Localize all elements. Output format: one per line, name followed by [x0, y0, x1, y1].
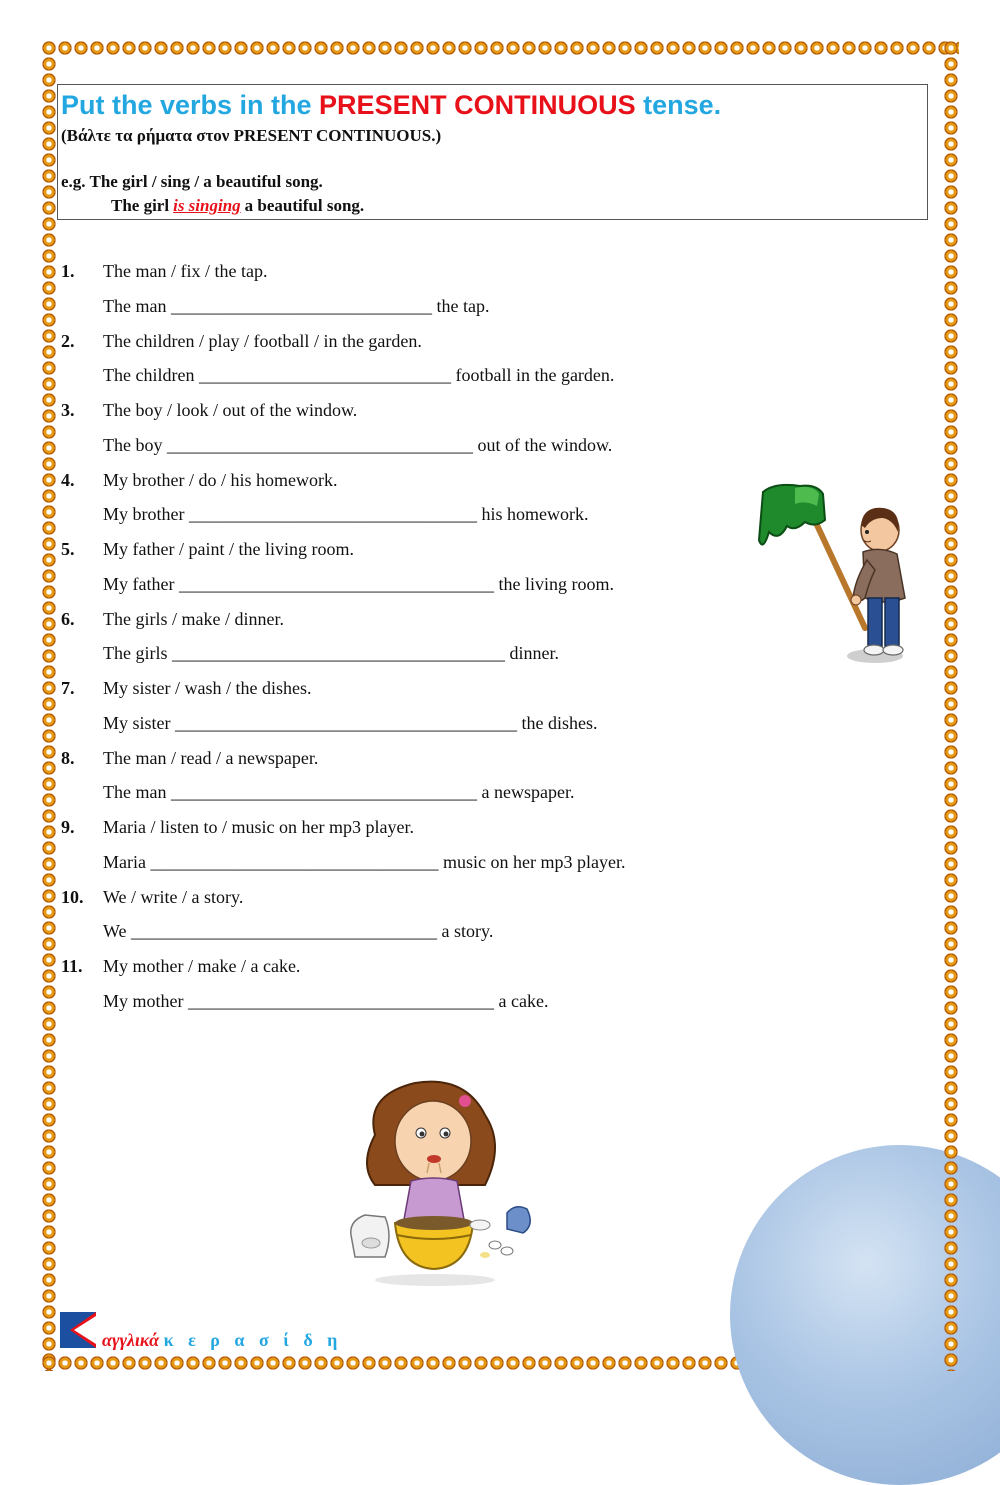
- answer-blank[interactable]: ________________________________: [150, 851, 439, 872]
- answer-end: football in the garden.: [455, 365, 615, 386]
- exercise-number: 1.: [61, 261, 75, 281]
- answer-start: My father: [103, 573, 175, 594]
- answer-end: a newspaper.: [481, 782, 575, 803]
- answer-blank[interactable]: _____________________________________: [172, 643, 505, 664]
- answer-start: The man: [103, 295, 167, 316]
- answer-start: My brother: [103, 504, 185, 525]
- answer-start: We: [103, 921, 127, 942]
- answer-end: out of the window.: [477, 434, 613, 455]
- answer-end: his homework.: [481, 504, 589, 525]
- example-prompt: e.g. The girl / sing / a beautiful song.: [61, 172, 323, 191]
- exercise-number: 9.: [61, 817, 75, 837]
- answer-blank[interactable]: __________________________________: [188, 990, 494, 1011]
- answer-end: music on her mp3 player.: [442, 851, 626, 872]
- page-title: Put the verbs in the PRESENT CONTINUOUS tense.: [61, 90, 722, 120]
- answer-blank[interactable]: ______________________________________: [175, 712, 517, 733]
- exercise-prompt: The man / fix / the tap.: [103, 261, 268, 281]
- boy-painting-icon: [755, 480, 915, 670]
- answer-end: a cake.: [498, 990, 549, 1011]
- answer-end: dinner.: [509, 643, 559, 664]
- exercise-number: 10.: [61, 886, 84, 907]
- answer-end: the dishes.: [521, 712, 598, 733]
- exercise-number: 5.: [61, 539, 75, 559]
- answer-start: My mother: [103, 990, 184, 1011]
- exercise-number: 4.: [61, 469, 75, 490]
- exercise-answer-line: [103, 713, 598, 734]
- exercise-number: 3.: [61, 400, 75, 420]
- answer-blank[interactable]: __________________________________: [131, 921, 438, 942]
- exercise-prompt: My father / paint / the living room.: [103, 539, 354, 559]
- exercise-answer-line: [103, 296, 489, 317]
- footer-brand: αγγλικά κ ε ρ α σ ί δ η: [102, 1330, 343, 1350]
- answer-end: the tap.: [436, 295, 490, 316]
- exercise-answer-line: [103, 643, 559, 664]
- flower-border-left: [41, 40, 57, 1371]
- flower-border-right: [943, 40, 959, 1371]
- exercise-answer-line: [103, 852, 625, 873]
- title-highlight: PRESENT CONTINUOUS: [319, 90, 636, 120]
- exercise-answer-line: [103, 365, 614, 386]
- answer-blank[interactable]: ____________________________: [198, 365, 451, 386]
- exercise-prompt: The boy / look / out of the window.: [103, 400, 358, 420]
- girl-baking-icon: [345, 1075, 545, 1290]
- exercise-prompt: My mother / make / a cake.: [103, 956, 301, 976]
- answer-start: My sister: [103, 712, 171, 733]
- exercise-answer-line: [103, 574, 614, 595]
- answer-start: Maria: [103, 851, 146, 872]
- exercise-number: 6.: [61, 608, 75, 629]
- exercise-answer-line: [103, 435, 612, 456]
- answer-start: The boy: [103, 434, 163, 455]
- decorative-blue-circle: [730, 1145, 1000, 1485]
- exercise-prompt: My brother / do / his homework.: [103, 469, 338, 490]
- exercise-number: 8.: [61, 747, 75, 768]
- kerasidi-logo-icon: [60, 1312, 96, 1348]
- answer-blank[interactable]: __________________________________: [170, 782, 477, 803]
- example-answer-line: The girl is singing a beautiful song.: [111, 196, 365, 215]
- exercise-number: 2.: [61, 330, 75, 351]
- exercise-number: 11.: [61, 956, 83, 976]
- exercise-answer-line: [103, 504, 588, 525]
- answer-start: The girls: [103, 643, 168, 664]
- answer-start: The man: [103, 782, 167, 803]
- answer-end: the living room.: [498, 573, 614, 594]
- answer-blank[interactable]: __________________________________: [166, 434, 473, 455]
- exercise-prompt: We / write / a story.: [103, 886, 244, 907]
- greek-instruction: (Βάλτε τα ρήματα στον PRESENT CONTINUOUS.): [61, 126, 442, 145]
- answer-blank[interactable]: _____________________________: [170, 295, 432, 316]
- answer-blank[interactable]: ________________________________: [188, 504, 477, 525]
- exercise-answer-line: [103, 991, 548, 1012]
- exercise-answer-line: [103, 782, 574, 803]
- exercise-prompt: The children / play / football / in the garden.: [103, 330, 422, 351]
- exercise-answer-line: [103, 921, 493, 942]
- exercise-prompt: The man / read / a newspaper.: [103, 747, 319, 768]
- flower-border-top: [41, 40, 959, 56]
- answer-end: a story.: [441, 921, 494, 942]
- answer-start: The children: [103, 365, 195, 386]
- answer-blank[interactable]: ___________________________________: [178, 573, 494, 594]
- exercise-prompt: My sister / wash / the dishes.: [103, 678, 312, 698]
- example-answer-fill: is singing: [173, 196, 241, 215]
- exercise-number: 7.: [61, 678, 75, 698]
- exercise-prompt: Maria / listen to / music on her mp3 player.: [103, 817, 414, 837]
- exercise-prompt: The girls / make / dinner.: [103, 608, 284, 629]
